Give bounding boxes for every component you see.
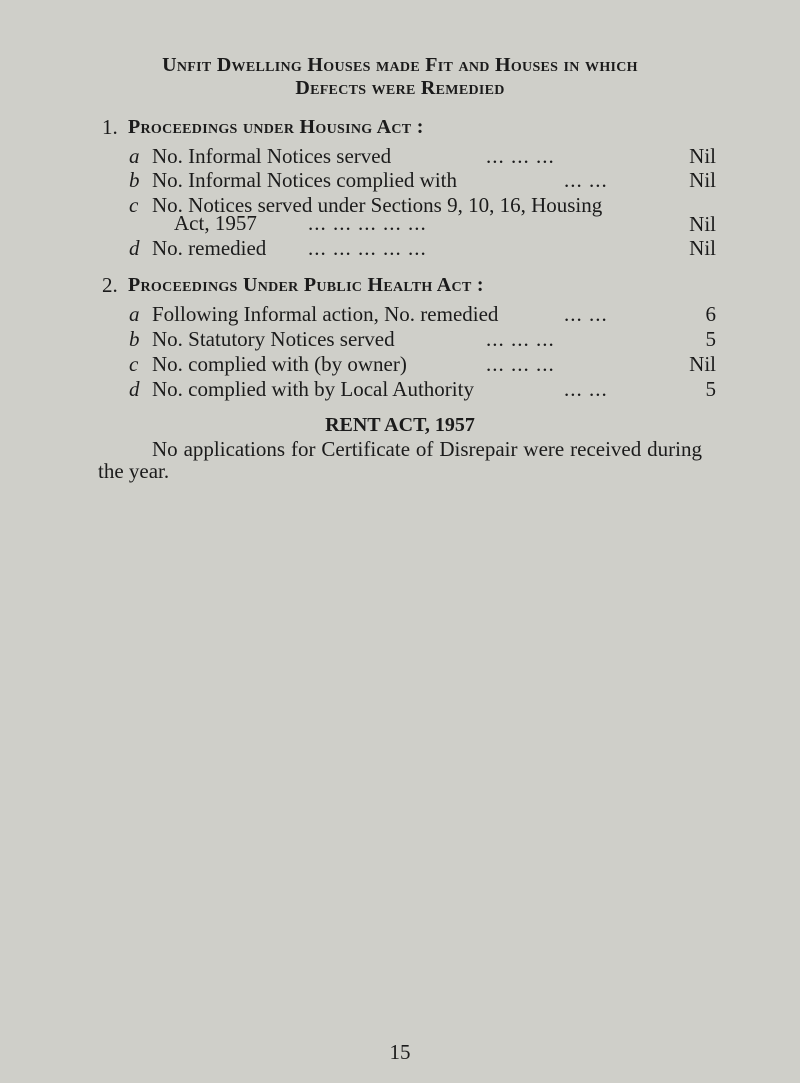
- row-label: No. remedied: [152, 236, 267, 260]
- row-value: Nil: [689, 144, 716, 168]
- leader-dots: ... ... ... ... ...: [308, 211, 427, 235]
- row-label: No. complied with (by owner): [152, 352, 407, 376]
- row-value: Nil: [689, 352, 716, 376]
- page-number: 15: [389, 1040, 411, 1064]
- section-2-heading: Proceedings Under Public Health Act :: [128, 274, 484, 296]
- row-label: No. Statutory Notices served: [152, 327, 395, 351]
- rent-act-heading: RENT ACT, 1957: [325, 414, 475, 436]
- leader-dots: ... ... ...: [486, 144, 555, 168]
- row-label-continuation: Act, 1957: [174, 211, 257, 235]
- rent-act-paragraph: No applications for Certificate of Disrepair were received during the year.: [98, 437, 702, 483]
- leader-dots: ... ...: [564, 302, 608, 326]
- row-letter: d: [129, 236, 140, 260]
- row-label: No. Notices served under Sections 9, 10, 16, Housing: [152, 193, 603, 217]
- row-value: 6: [705, 302, 716, 326]
- leader-dots: ... ... ... ... ...: [308, 236, 427, 260]
- row-label: No. Informal Notices served: [152, 144, 392, 168]
- row-letter: b: [129, 327, 140, 351]
- leader-dots: ... ...: [564, 168, 608, 192]
- row-value: 5: [705, 327, 716, 351]
- row-value: Nil: [689, 212, 716, 236]
- leader-dots: ... ... ...: [486, 352, 555, 376]
- page-title-line-1: Unfit Dwelling Houses made Fit and Houses in which: [162, 54, 638, 76]
- row-letter: b: [129, 168, 140, 192]
- page-title-line-2: Defects were Remedied: [295, 77, 505, 99]
- row-label: No. Informal Notices complied with: [152, 168, 458, 192]
- row-letter: a: [129, 144, 140, 168]
- row-label: Following Informal action, No. remedied: [152, 302, 499, 326]
- row-letter: a: [129, 302, 140, 326]
- leader-dots: ... ...: [564, 377, 608, 401]
- row-value: Nil: [689, 168, 716, 192]
- leader-dots: ... ... ...: [486, 327, 555, 351]
- row-letter: c: [129, 352, 139, 376]
- row-letter: c: [129, 193, 139, 217]
- row-label: No. complied with by Local Authority: [152, 377, 474, 401]
- section-1-number: 1.: [102, 115, 118, 139]
- row-letter: d: [129, 377, 140, 401]
- row-value: 5: [705, 377, 716, 401]
- section-2-number: 2.: [102, 273, 118, 297]
- row-value: Nil: [689, 236, 716, 260]
- section-1-heading: Proceedings under Housing Act :: [128, 116, 424, 138]
